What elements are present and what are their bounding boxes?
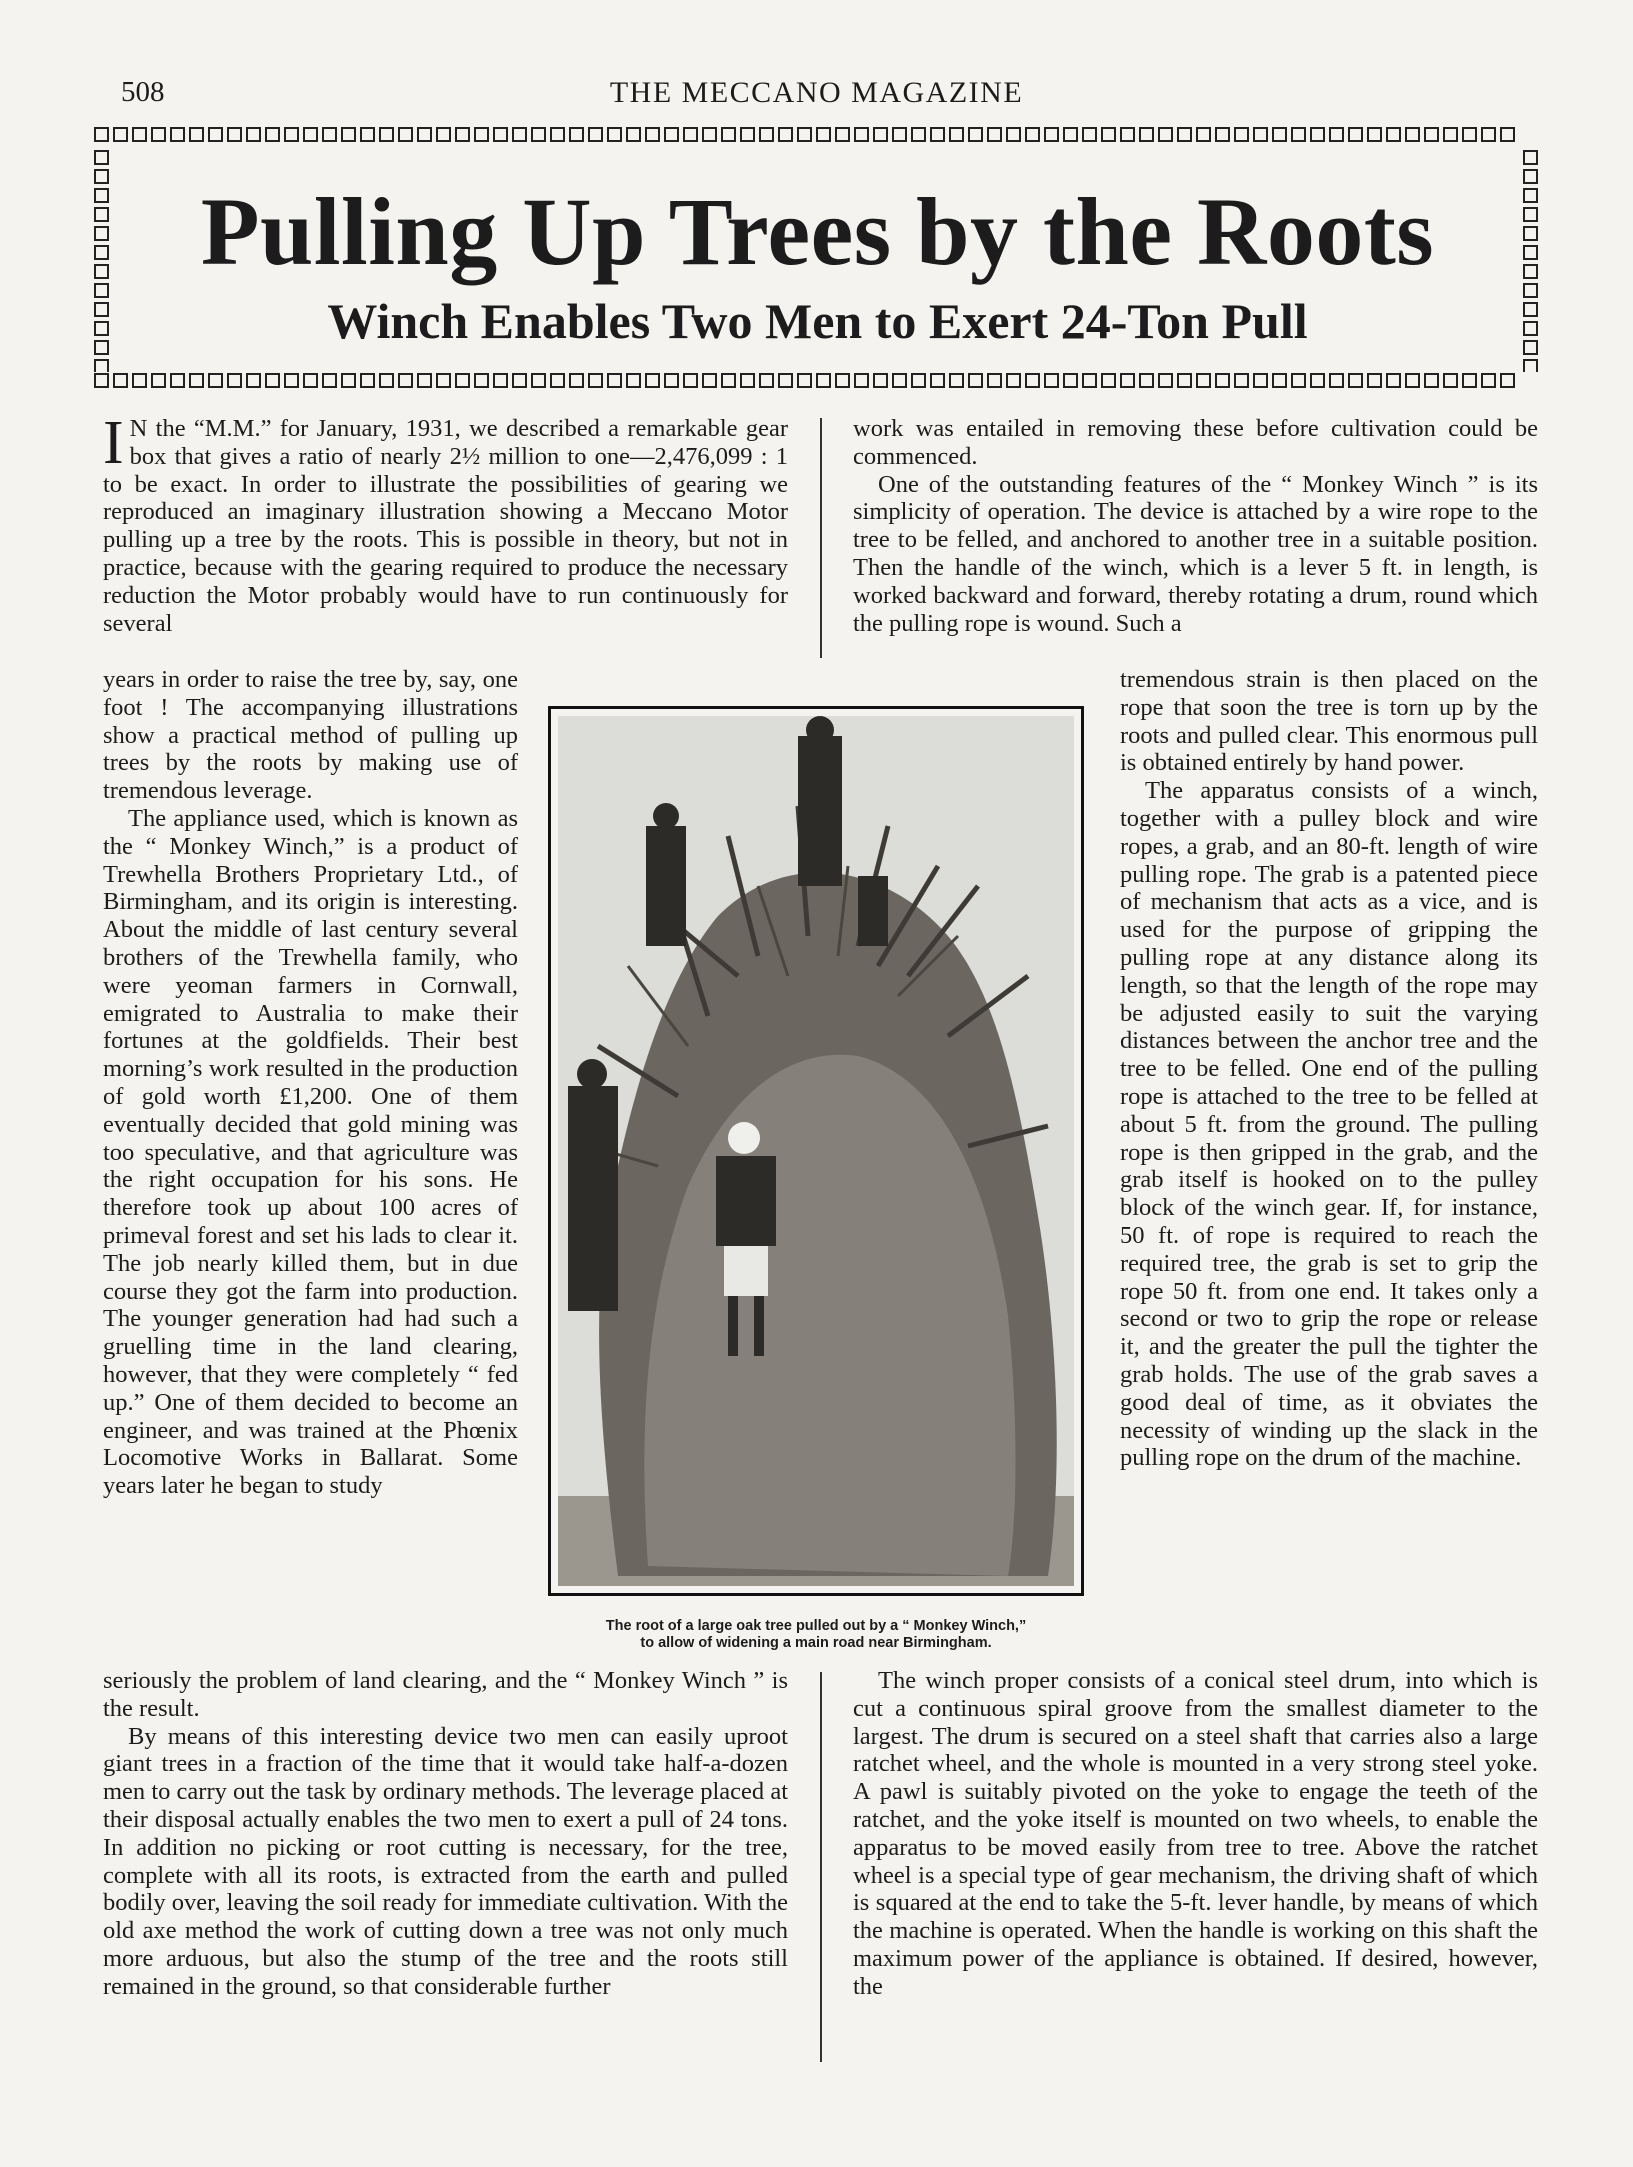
page-header (0, 76, 1633, 116)
right-column-top (853, 415, 1538, 637)
border-square (208, 373, 223, 388)
border-square (911, 127, 926, 142)
border-square (854, 373, 869, 388)
border-square (322, 127, 337, 142)
border-square (512, 373, 527, 388)
left-column-top (103, 409, 788, 637)
border-square (1424, 127, 1439, 142)
border-square (1523, 359, 1538, 372)
border-square (398, 127, 413, 142)
border-square (664, 373, 679, 388)
border-square (94, 169, 109, 184)
border-square (1158, 373, 1173, 388)
border-square (113, 373, 128, 388)
border-square (778, 127, 793, 142)
border-square (873, 373, 888, 388)
paragraph: seriously the problem of land clearing, and the “ Monkey Winch ” is the result. (103, 1667, 788, 1722)
border-square (949, 127, 964, 142)
border-square (474, 373, 489, 388)
border-square (1082, 373, 1097, 388)
border-square (1234, 373, 1249, 388)
border-square (113, 127, 128, 142)
border-square (740, 373, 755, 388)
border-square (569, 127, 584, 142)
border-square (151, 127, 166, 142)
photo-caption (548, 1618, 1084, 1652)
border-square (1253, 373, 1268, 388)
border-square (322, 373, 337, 388)
border-square (759, 373, 774, 388)
border-square (892, 127, 907, 142)
article-photo (548, 706, 1084, 1596)
border-square (645, 373, 660, 388)
border-square (1367, 127, 1382, 142)
border-square (607, 373, 622, 388)
border-square (208, 127, 223, 142)
border-square (1481, 373, 1496, 388)
border-square (1120, 373, 1135, 388)
border-square (1272, 127, 1287, 142)
border-square (1310, 373, 1325, 388)
border-square (1044, 127, 1059, 142)
border-square (417, 373, 432, 388)
border-square (94, 150, 109, 165)
border-square (341, 127, 356, 142)
border-square (1101, 127, 1116, 142)
border-square (1405, 127, 1420, 142)
border-square (968, 373, 983, 388)
border-square (265, 373, 280, 388)
border-square (1424, 373, 1439, 388)
border-square (417, 127, 432, 142)
paragraph: The winch proper consists of a conical steel drum, into which is cut a continuous spiral groove from the smallest diameter to the largest. The drum is secured on a steel shaft that carries also a large ratchet wheel, and the whole is mounted in a very strong steel yoke. A pawl is suitably pivoted on the yoke to engage the teeth of the ratchet, and the yoke itself is mounted on two wheels, to enable the apparatus to be moved easily from tree to tree. Above the ratchet wheel is a special type of gear mechanism, the driving shaft of which is squared at the end to take the 5-ft. lever handle, by means of which the machine is operated. When the handle is working on this shaft the maximum power of the appliance is obtained. If desired, however, the (853, 1667, 1538, 2000)
border-square (227, 373, 242, 388)
border-square (227, 127, 242, 142)
border-square (189, 127, 204, 142)
border-square (1139, 373, 1154, 388)
border-square (512, 127, 527, 142)
left-column-bottom (103, 1667, 788, 2001)
drop-cap: I (103, 409, 124, 477)
border-square (94, 373, 109, 388)
border-square (607, 127, 622, 142)
border-square (1405, 373, 1420, 388)
border-square (987, 373, 1002, 388)
border-square (303, 127, 318, 142)
border-square (455, 127, 470, 142)
tree-root-photo (558, 716, 1074, 1586)
border-square (189, 373, 204, 388)
border-square (360, 373, 375, 388)
paragraph: work was entailed in removing these before cultivation could be commenced. (853, 415, 1538, 470)
column-divider (820, 418, 822, 658)
border-square (1120, 127, 1135, 142)
right-column-bottom (853, 1667, 1538, 2001)
border-square (930, 373, 945, 388)
border-square (987, 127, 1002, 142)
border-square (360, 127, 375, 142)
border-square (1462, 373, 1477, 388)
border-square (455, 373, 470, 388)
title-border-bottom (92, 372, 1543, 394)
border-square (265, 127, 280, 142)
border-square (1500, 127, 1515, 142)
article-headline: Pulling Up Trees by the Roots (200, 178, 1435, 285)
border-square (1523, 169, 1538, 184)
border-square (531, 127, 546, 142)
border-square (1443, 373, 1458, 388)
border-square (588, 127, 603, 142)
border-square (683, 127, 698, 142)
border-square (835, 373, 850, 388)
border-square (702, 127, 717, 142)
right-column-middle (1120, 666, 1538, 1472)
border-square (436, 127, 451, 142)
border-square (626, 373, 641, 388)
page-number: 508 (121, 76, 165, 108)
border-square (170, 127, 185, 142)
border-square (1348, 373, 1363, 388)
border-square (892, 373, 907, 388)
border-square (1291, 373, 1306, 388)
title-border-top (92, 126, 1543, 148)
magazine-title: THE MECCANO MAGAZINE (609, 76, 1024, 109)
left-column-middle (103, 666, 518, 1500)
border-square (1523, 150, 1538, 165)
photo-illustration (558, 716, 1074, 1586)
border-square (379, 127, 394, 142)
border-square (493, 373, 508, 388)
border-square (1291, 127, 1306, 142)
border-square (1462, 127, 1477, 142)
border-square (1158, 127, 1173, 142)
border-square (1006, 127, 1021, 142)
border-square (1386, 373, 1401, 388)
border-square (1329, 373, 1344, 388)
border-square (740, 127, 755, 142)
border-square (1196, 127, 1211, 142)
caption-line: to allow of widening a main road near Birmingham. (640, 1635, 992, 1651)
border-square (1386, 127, 1401, 142)
border-square (246, 373, 261, 388)
border-square (246, 127, 261, 142)
border-square (1063, 373, 1078, 388)
border-square (1025, 127, 1040, 142)
border-square (379, 373, 394, 388)
border-square (303, 373, 318, 388)
border-square (132, 373, 147, 388)
paragraph: By means of this interesting device two men can easily uproot giant trees in a fraction of the time that it would take half-a-dozen men to carry out the task by ordinary methods. The leverage placed at their disposal actually enables the two men to exert a pull of 24 tons. In addition no picking or root cutting is necessary, for the tree, complete with all its roots, is extracted from the earth and pulled bodily over, leaving the soil ready for immediate cultivation. With the old axe method the work of cutting down a tree was not only much more arduous, but also the stump of the tree and the roots still remained in the ground, so that considerable further (103, 1722, 788, 2000)
paragraph: One of the outstanding features of the “ Monkey Winch ” is its simplicity of operation. The device is attached by a wire rope to the tree to be felled, and anchored to another tree in a suitable position. Then the handle of the winch, which is a lever 5 ft. in length, is worked backward and forward, thereby rotating a drum, round which the pulling rope is wound. Such a (853, 470, 1538, 637)
border-square (645, 127, 660, 142)
border-square (531, 373, 546, 388)
paragraph: The appliance used, which is known as the “ Monkey Winch,” is a product of Trewhella Brothers Proprietary Ltd., of Birmingham, and its origin is interesting. About the middle of last century several brothers of the Trewhella family, who were yeoman farmers in Cornwall, emigrated to Australia to make their fortunes at the goldfields. Their best morning’s work resulted in the production of gold worth £1,200. One of them eventually decided that gold mining was too speculative, and that agriculture was the right occupation for his sons. He therefore took up about 100 acres of primeval forest and set his lads to clear it. The job nearly killed them, but in due course they got the farm into production. The younger generation had had such a gruelling time in the land clearing, however, that they were completely “ fed up.” One of them decided to become an engineer, and was trained at the Phœnix Locomotive Works in Ballarat. Some years later he began to study (103, 804, 518, 1500)
border-square (759, 127, 774, 142)
border-square (284, 373, 299, 388)
border-square (493, 127, 508, 142)
border-square (588, 373, 603, 388)
border-square (132, 127, 147, 142)
border-square (911, 373, 926, 388)
border-square (151, 373, 166, 388)
border-square (1253, 127, 1268, 142)
border-square (436, 373, 451, 388)
article-subheadline: Winch Enables Two Men to Exert 24-Ton Pull (327, 293, 1308, 349)
border-square (550, 127, 565, 142)
border-square (721, 127, 736, 142)
border-square (1329, 127, 1344, 142)
border-square (94, 359, 109, 372)
border-square (930, 127, 945, 142)
border-square (1443, 127, 1458, 142)
border-square (1082, 127, 1097, 142)
paragraph: The apparatus consists of a winch, together with a pulley block and wire ropes, a grab, and an 80-ft. length of wire pulling rope. The grab is a patented piece of mechanism that acts as a vice, and is used for the purpose of gripping the pulling rope at any distance along its length, so that the length of the rope may be adjusted easily to suit the varying distances between the anchor tree and the tree to be felled. One end of the pulling rope is attached to the tree to be felled at about 5 ft. from the ground. The pulling rope is then gripped in the grab, and the grab itself is hooked on to the pulley block of the winch gear. If, for instance, 50 ft. of rope is required to reach the required tree, the grab is set to grip the rope 50 ft. from one end. It takes only a second or two to grip the rope or release it, and the greater the pull the tighter the grab holds. The use of the grab saves a good deal of time, as it obviates the necessity of winding up the slack in the pulling rope on the drum of the machine. (1120, 777, 1538, 1472)
border-square (797, 373, 812, 388)
border-square (873, 127, 888, 142)
border-square (949, 373, 964, 388)
border-square (778, 373, 793, 388)
border-square (1139, 127, 1154, 142)
border-square (1481, 127, 1496, 142)
border-square (1348, 127, 1363, 142)
border-square (1044, 373, 1059, 388)
border-square (1177, 373, 1192, 388)
border-square (835, 127, 850, 142)
border-square (702, 373, 717, 388)
border-square (398, 373, 413, 388)
paragraph: years in order to raise the tree by, say, one foot ! The accompanying illustrations show a practical method of pulling up trees by the roots by making use of tremendous leverage. (103, 666, 518, 805)
border-square (816, 127, 831, 142)
border-square (1177, 127, 1192, 142)
border-square (569, 373, 584, 388)
border-square (683, 373, 698, 388)
border-square (816, 373, 831, 388)
border-square (854, 127, 869, 142)
border-square (1272, 373, 1287, 388)
border-square (550, 373, 565, 388)
border-square (474, 127, 489, 142)
caption-line: The root of a large oak tree pulled out by a “ Monkey Winch,” (605, 1618, 1027, 1634)
title-box (92, 126, 1543, 394)
border-square (1215, 373, 1230, 388)
border-square (1215, 127, 1230, 142)
border-square (170, 373, 185, 388)
column-divider (820, 1672, 822, 2062)
border-square (341, 373, 356, 388)
border-square (1500, 373, 1515, 388)
border-square (797, 127, 812, 142)
paragraph: tremendous strain is then placed on the rope that soon the tree is torn up by the roots and pulled clear. This enormous pull is obtained entirely by hand power. (1120, 666, 1538, 777)
border-square (1234, 127, 1249, 142)
border-square (1310, 127, 1325, 142)
paragraph: N the “M.M.” for January, 1931, we described a remarkable gear box that gives a ratio of nearly 2½ million to one—2,476,099 : 1 to be exact. In order to illustrate the possibilities of gearing we reproduced an imaginary illustration showing a Meccano Motor pulling up a tree by the roots. This is possible in theory, but not in practice, because with the gearing required to produce the necessary reduction the Motor probably would have to run continuously for several (103, 415, 788, 637)
border-square (1063, 127, 1078, 142)
border-square (1367, 373, 1382, 388)
border-square (721, 373, 736, 388)
border-square (94, 127, 109, 142)
border-square (968, 127, 983, 142)
border-square (1006, 373, 1021, 388)
border-square (284, 127, 299, 142)
border-square (1196, 373, 1211, 388)
border-square (626, 127, 641, 142)
border-square (1101, 373, 1116, 388)
border-square (664, 127, 679, 142)
border-square (1025, 373, 1040, 388)
